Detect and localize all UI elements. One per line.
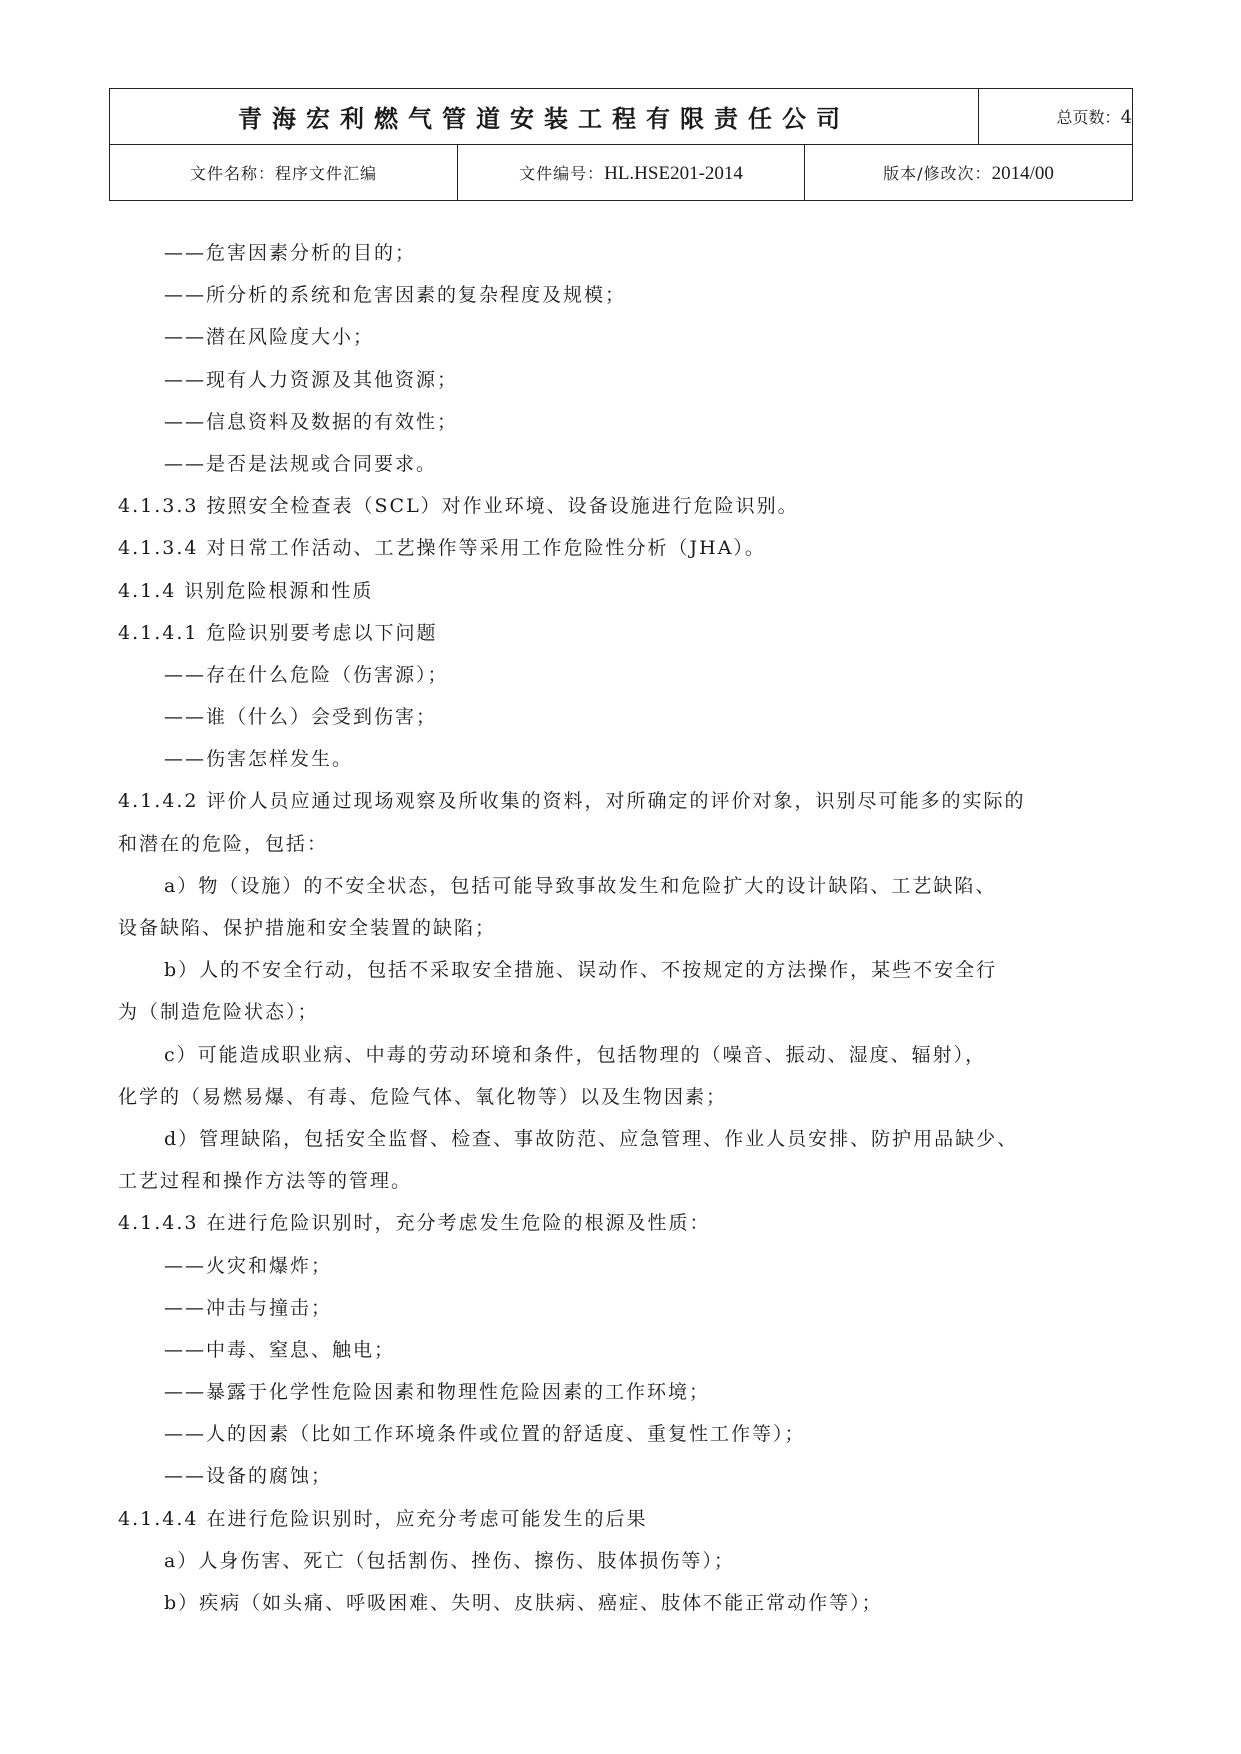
company-name-cell [110,89,979,145]
body-text-line: b）人的不安全行动，包括不采取安全措施、误动作、不按规定的方法操作，某些不安全行 [164,959,998,982]
body-text-line: ——中毒、窒息、触电； [164,1338,396,1361]
body-text-line: 4.1.4.2 评价人员应通过现场观察及所收集的资料，对所确定的评价对象，识别尽可能多的实际的 [118,790,1026,813]
body-text-line: a）物（设施）的不安全状态，包括可能导致事故发生和危险扩大的设计缺陷、工艺缺陷、 [164,874,997,897]
file-name-label: 文件名称： [189,164,275,183]
body-text-line: ——谁（什么）会受到伤害； [164,706,438,729]
file-number-value: HL.HSE201-2014 [604,162,743,184]
body-text-line: 4.1.4 识别危险根源和性质 [118,579,374,602]
version-value: 2014/00 [991,162,1054,184]
body-text-line: 4.1.4.4 在进行危险识别时，应充分考虑可能发生的后果 [118,1507,648,1530]
body-text-line: ——危害因素分析的目的； [164,242,417,264]
body-text-line: b）疾病（如头痛、呼吸困难、失明、皮肤病、癌症、肢体不能正常动作等）； [164,1592,883,1614]
body-text-line: 化学的（易燃易爆、有毒、危险气体、氧化物等）以及生物因素； [118,1085,728,1108]
version-label: 版本/修改次： [883,163,992,183]
file-number-cell [458,145,805,201]
body-text-line: ——信息资料及数据的有效性； [164,410,459,433]
body-text-line: 设备缺陷、保护措施和安全装置的缺陷； [118,917,497,939]
file-name-cell [110,145,458,201]
total-pages-value: 4 [1120,107,1133,128]
body-text-line: ——伤害怎样发生。 [164,748,354,771]
body-text-line: a）人身伤害、死亡（包括割伤、挫伤、擦伤、肢体损伤等）； [164,1549,735,1572]
document-body [118,232,1133,1624]
total-pages-label: 总页数： [1056,108,1121,127]
body-text-line: ——现有人力资源及其他资源； [164,368,459,391]
total-pages-cell [979,89,1133,145]
version-cell [805,145,1133,201]
body-text-line: d）管理缺陷，包括安全监督、检查、事故防范、应急管理、作业人员安排、防护用品缺少、 [164,1127,1019,1150]
body-text-line: 4.1.3.3 按照安全检查表（SCL）对作业环境、设备设施进行危险识别。 [118,495,799,518]
body-text-line: ——人的因素（比如工作环境条件或位置的舒适度、重复性工作等）； [164,1423,806,1446]
body-text-line: ——暴露于化学性危险因素和物理性危险因素的工作环境； [164,1381,711,1404]
company-name: 青海宏利燃气管道安装工程有限责任公司 [238,105,850,133]
file-name-value: 程序文件汇编 [275,164,378,183]
body-text-line: ——冲击与撞击； [164,1296,333,1319]
body-text-line: 为（制造危险状态）； [118,1001,319,1024]
body-text-line: ——火灾和爆炸； [164,1254,333,1277]
body-text-line: 4.1.4.1 危险识别要考虑以下问题 [118,621,438,644]
file-number-label: 文件编号： [519,163,605,183]
body-text-line: c）可能造成职业病、中毒的劳动环境和条件，包括物理的（噪音、振动、湿度、辐射）， [164,1043,987,1066]
body-text-line: ——潜在风险度大小； [164,326,375,349]
body-text-line: ——存在什么危险（伤害源）； [164,663,449,686]
body-text-line: ——是否是法规或合同要求。 [164,452,438,475]
body-text-line: 4.1.3.4 对日常工作活动、工艺操作等采用工作危险性分析（JHA）。 [118,537,766,560]
body-text-line: 工艺过程和操作方法等的管理。 [118,1170,413,1193]
body-text-line: 和潜在的危险，包括： [118,832,329,855]
body-text-line: 4.1.4.3 在进行危险识别时，充分考虑发生危险的根源及性质： [118,1212,711,1235]
document-header-table [109,88,1133,201]
body-text-line: ——所分析的系统和危害因素的复杂程度及规模； [164,284,627,307]
body-text-line: ——设备的腐蚀； [164,1465,333,1488]
